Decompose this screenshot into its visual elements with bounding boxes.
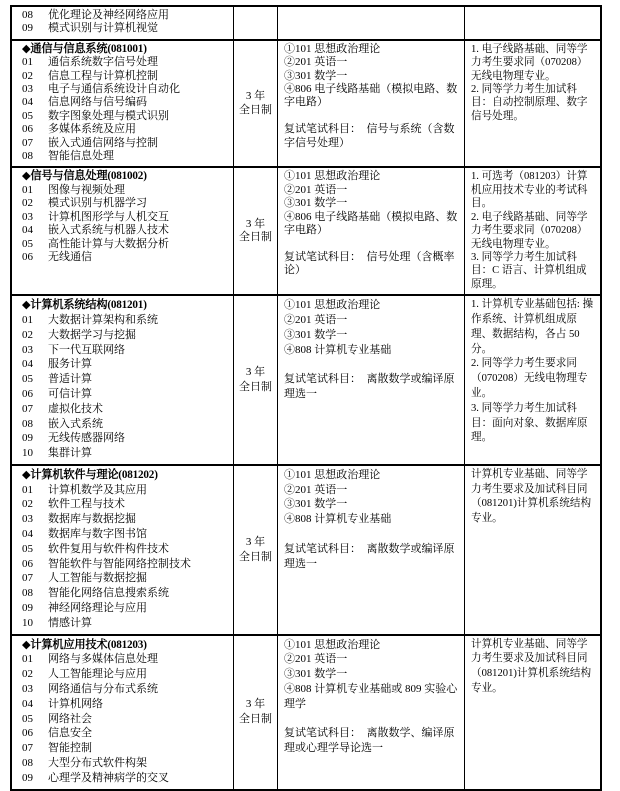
program-number: 02	[22, 668, 33, 681]
program-number: 01	[22, 313, 33, 326]
program-name: 图像与视频处理	[48, 183, 125, 196]
program-row	[22, 402, 229, 417]
program-row	[22, 313, 229, 328]
program-name: 网络通信与分布式系统	[48, 683, 158, 696]
program-row	[22, 512, 229, 527]
section-title: ◆计算机应用技术(081203)	[22, 638, 147, 651]
program-row	[22, 184, 229, 197]
program-name: 信息网络与信号编码	[48, 96, 147, 109]
duration-cell	[234, 7, 278, 39]
program-row	[22, 571, 229, 586]
program-row	[22, 682, 229, 697]
remarks-cell	[465, 636, 600, 789]
program-number: 02	[22, 197, 33, 210]
exam-subject: ③301 数学一	[284, 197, 348, 210]
program-number: 03	[22, 210, 33, 223]
exam-subject: ①101 思想政治理论	[284, 468, 381, 481]
remarks-cell	[465, 466, 600, 634]
program-number: 04	[22, 697, 33, 710]
program-number: 03	[22, 343, 33, 356]
program-number: 03	[22, 513, 33, 526]
duration-cell	[234, 466, 278, 634]
program-row	[22, 726, 229, 741]
program-section-081001	[12, 39, 600, 167]
program-name: 软件复用与软件构件技术	[48, 542, 169, 555]
exam-subject: ①101 思想政治理论	[284, 42, 381, 55]
program-name: 虚拟化技术	[48, 402, 103, 415]
exam-subject: ②201 英语一	[284, 313, 348, 326]
program-number: 07	[22, 742, 33, 755]
program-name: 模式识别与计算机视觉	[48, 22, 158, 35]
program-row	[22, 372, 229, 387]
program-number: 02	[22, 498, 33, 511]
program-name: 嵌入式通信网络与控制	[48, 136, 158, 149]
retest-subjects: 复试笔试科目： 离散数学或编译原理选一	[284, 373, 455, 400]
program-row	[22, 123, 229, 136]
program-name: 数据库与数字图书馆	[48, 528, 147, 541]
program-row	[22, 697, 229, 712]
program-section-081202	[12, 464, 600, 634]
program-name: 可信计算	[48, 387, 92, 400]
program-name: 下一代互联网络	[48, 343, 125, 356]
exam-subjects-cell	[278, 636, 465, 789]
program-number: 03	[22, 683, 33, 696]
exam-subjects-cell	[278, 7, 465, 39]
exam-subject: ①101 思想政治理论	[284, 638, 381, 651]
program-name: 数据库与数据挖掘	[48, 513, 136, 526]
program-row	[22, 417, 229, 432]
program-row	[22, 56, 229, 69]
program-section-081203	[12, 634, 600, 789]
remark-item: 2. 电子线路基础、同等学力考生要求同（070208）无线电物理专业。	[471, 211, 588, 250]
exam-subjects-cell	[278, 168, 465, 294]
program-row	[22, 197, 229, 210]
program-name: 嵌入式系统与机器人技术	[48, 224, 169, 237]
program-number: 02	[22, 69, 33, 82]
program-row	[22, 616, 229, 631]
program-number: 01	[22, 56, 33, 69]
program-name: 电子与通信系统设计自动化	[48, 83, 180, 96]
program-number: 01	[22, 653, 33, 666]
duration-years: 3 年	[245, 366, 266, 379]
program-number: 09	[22, 602, 33, 615]
program-name: 软件工程与技术	[48, 498, 125, 511]
program-row	[22, 586, 229, 601]
program-name: 大数据学习与挖掘	[48, 328, 136, 341]
exam-subject: ④806 电子线路基础（模拟电路、数字电路）	[284, 83, 458, 109]
remark-item: 3. 同等学力考生加试科目：C 语言、计算机组成原理。	[471, 251, 587, 290]
research-directions-cell	[12, 7, 234, 39]
duration-mode: 全日制	[239, 550, 272, 563]
program-name: 情感计算	[48, 616, 92, 629]
exam-subject: ③301 数学一	[284, 328, 348, 341]
duration-cell	[234, 41, 278, 167]
program-row	[22, 22, 229, 35]
program-number: 06	[22, 387, 33, 400]
program-name: 多媒体系统及应用	[48, 123, 136, 136]
program-number: 07	[22, 572, 33, 585]
program-number: 05	[22, 237, 33, 250]
program-number: 06	[22, 250, 33, 263]
exam-subject: ④806 电子线路基础（模拟电路、数字电路）	[284, 210, 458, 237]
program-number: 10	[22, 447, 33, 460]
program-number: 04	[22, 96, 33, 109]
program-row	[22, 771, 229, 786]
program-name: 智能化网络信息搜索系统	[48, 587, 169, 600]
program-number: 04	[22, 528, 33, 541]
program-number: 07	[22, 402, 33, 415]
program-number: 08	[22, 150, 33, 163]
duration-years: 3 年	[245, 698, 266, 711]
section-title: ◆通信与信息系统(081001)	[22, 42, 147, 55]
program-row	[22, 497, 229, 512]
program-number: 10	[22, 616, 33, 629]
program-number: 08	[22, 757, 33, 770]
research-directions-cell	[12, 636, 234, 789]
duration-cell	[234, 636, 278, 789]
remarks-cell	[465, 296, 600, 464]
exam-subjects-cell	[278, 466, 465, 634]
duration-mode: 全日制	[239, 381, 272, 393]
program-row	[22, 238, 229, 251]
program-row	[22, 83, 229, 96]
program-row	[22, 756, 229, 771]
remark-item: 2. 同等学力考生要求同（070208）无线电物理专业。	[471, 358, 588, 399]
program-name: 人工智能与数据挖掘	[48, 572, 147, 585]
program-name: 优化理论及神经网络应用	[48, 9, 169, 21]
remark-item: 1. 可选考（081203）计算机应用技术专业的考试科目。	[471, 171, 588, 210]
program-name: 大型分布式软件构架	[48, 757, 147, 770]
program-name: 数字图象处理与模式识别	[48, 109, 169, 122]
remark-item: 1. 计算机专业基础包括: 操作系统、计算机组成原理、数据结构，各占 50 分。	[471, 299, 594, 355]
program-row	[22, 96, 229, 109]
program-name: 大数据计算架构和系统	[48, 313, 158, 326]
program-row	[22, 542, 229, 557]
duration-years: 3 年	[245, 217, 266, 230]
program-row	[22, 483, 229, 498]
duration-mode: 全日制	[239, 103, 272, 116]
research-directions-cell	[12, 168, 234, 294]
program-row	[22, 652, 229, 667]
program-name: 信息安全	[48, 727, 92, 740]
program-row	[22, 431, 229, 446]
remarks-cell	[465, 7, 600, 39]
program-number: 09	[22, 22, 33, 35]
program-row	[22, 343, 229, 358]
program-number: 02	[22, 328, 33, 341]
program-number: 09	[22, 432, 33, 445]
remark-item: 3. 同等学力考生加试科目：面向对象、数据库原理。	[471, 402, 588, 444]
program-number: 04	[22, 358, 33, 371]
research-directions-cell	[12, 41, 234, 167]
remarks-cell	[465, 168, 600, 294]
duration-mode: 全日制	[239, 713, 272, 726]
exam-subject: ②201 英语一	[284, 653, 348, 666]
program-section-overflow	[12, 7, 600, 39]
duration-years: 3 年	[245, 90, 266, 103]
program-section-081002	[12, 166, 600, 294]
exam-subjects-cell	[278, 41, 465, 167]
program-row	[22, 741, 229, 756]
program-name: 服务计算	[48, 358, 92, 371]
program-name: 模式识别与机器学习	[48, 197, 147, 210]
program-number: 08	[22, 9, 33, 21]
exam-subjects-cell	[278, 296, 465, 464]
program-row	[22, 357, 229, 372]
exam-subject: ④808 计算机专业基础	[284, 343, 392, 356]
program-name: 信息工程与计算机控制	[48, 69, 158, 82]
duration-cell	[234, 296, 278, 464]
program-number: 06	[22, 557, 33, 570]
program-number: 03	[22, 83, 33, 96]
program-name: 人工智能理论与应用	[48, 668, 147, 681]
program-row	[22, 137, 229, 150]
section-title: ◆计算机系统结构(081201)	[22, 299, 147, 312]
program-number: 05	[22, 712, 33, 725]
section-title: ◆计算机软件与理论(081202)	[22, 468, 158, 481]
program-name: 智能信息处理	[48, 150, 114, 163]
program-name: 心理学及精神病学的交叉	[48, 771, 169, 784]
program-name: 嵌入式系统	[48, 417, 103, 430]
exam-subject: ①101 思想政治理论	[284, 299, 381, 312]
remark-item: 计算机专业基础、同等学力考生要求及加试科目同（081201)计算机系统结构专业。	[471, 638, 592, 695]
program-row	[22, 328, 229, 343]
exam-subject: ②201 英语一	[284, 56, 348, 69]
program-row	[22, 387, 229, 402]
program-row	[22, 150, 229, 163]
research-directions-cell	[12, 296, 234, 464]
program-row	[22, 527, 229, 542]
program-row	[22, 667, 229, 682]
program-row	[22, 251, 229, 264]
program-row	[22, 110, 229, 123]
program-name: 网络与多媒体信息处理	[48, 653, 158, 666]
exam-subject: ②201 英语一	[284, 483, 348, 496]
program-row	[22, 601, 229, 616]
exam-subject: ④808 计算机专业基础或 809 实验心理学	[284, 683, 458, 710]
retest-subjects: 复试笔试科目： 信号与系统（含数字信号处理）	[284, 123, 455, 149]
program-number: 08	[22, 417, 33, 430]
program-row	[22, 224, 229, 237]
program-number: 05	[22, 542, 33, 555]
program-name: 计算机数学及其应用	[48, 483, 147, 496]
duration-mode: 全日制	[239, 231, 272, 244]
duration-years: 3 年	[245, 535, 266, 548]
program-row	[22, 70, 229, 83]
retest-subjects: 复试笔试科目： 离散数学、编译原理或心理学导论选一	[284, 727, 455, 755]
program-name: 无线通信	[48, 250, 92, 263]
section-title: ◆信号与信息处理(081002)	[22, 170, 147, 183]
program-name: 神经网络理论与应用	[48, 602, 147, 615]
program-name: 无线传感器网络	[48, 432, 125, 445]
program-name: 高性能计算与大数据分析	[48, 237, 169, 250]
program-name: 计算机网络	[48, 697, 103, 710]
program-number: 05	[22, 109, 33, 122]
exam-subject: ③301 数学一	[284, 668, 348, 681]
admissions-catalog-table	[10, 5, 602, 791]
program-name: 集群计算	[48, 447, 92, 460]
remark-item: 计算机专业基础、同等学力考生要求及加试科目同（081201)计算机系统结构专业。	[471, 468, 592, 525]
exam-subject: ③301 数学一	[284, 498, 348, 511]
program-name: 普适计算	[48, 373, 92, 386]
program-number: 06	[22, 727, 33, 740]
exam-subject: ②201 英语一	[284, 183, 348, 196]
retest-subjects: 复试笔试科目： 离散数学或编译原理选一	[284, 542, 455, 570]
program-number: 05	[22, 373, 33, 386]
research-directions-cell	[12, 466, 234, 634]
remarks-cell	[465, 41, 600, 167]
program-name: 通信系统数字信号处理	[48, 56, 158, 69]
program-name: 计算机图形学与人机交互	[48, 210, 169, 223]
program-row	[22, 557, 229, 572]
exam-subject: ①101 思想政治理论	[284, 170, 381, 183]
exam-subject: ④808 计算机专业基础	[284, 513, 392, 526]
program-number: 01	[22, 183, 33, 196]
program-number: 01	[22, 483, 33, 496]
program-row	[22, 446, 229, 461]
exam-subject: ③301 数学一	[284, 69, 348, 82]
program-name: 智能控制	[48, 742, 92, 755]
program-number: 09	[22, 771, 33, 784]
remark-item: 2. 同等学力考生加试科目：自动控制原理、数字信号处理。	[471, 84, 588, 122]
program-row	[22, 211, 229, 224]
program-number: 06	[22, 123, 33, 136]
program-name: 智能软件与智能网络控制技术	[48, 557, 191, 570]
retest-subjects: 复试笔试科目： 信号处理（含概率论）	[284, 250, 455, 277]
program-row	[22, 9, 229, 22]
remark-item: 1. 电子线路基础、同等学力考生要求同（070208）无线电物理专业。	[471, 43, 588, 82]
duration-cell	[234, 168, 278, 294]
program-name: 网络社会	[48, 712, 92, 725]
program-number: 07	[22, 136, 33, 149]
program-number: 08	[22, 587, 33, 600]
program-row	[22, 712, 229, 727]
program-section-081201	[12, 294, 600, 464]
program-number: 04	[22, 224, 33, 237]
